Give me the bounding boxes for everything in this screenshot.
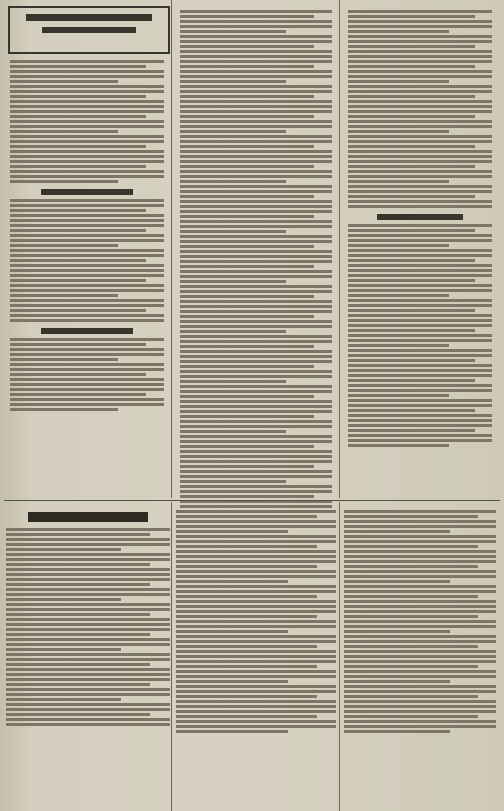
notice-heading: [42, 27, 137, 33]
article-text: [6, 56, 168, 415]
lower-section: [0, 502, 504, 811]
column-3: [344, 6, 496, 451]
story-heading: [28, 512, 148, 522]
section-heading: [41, 328, 133, 334]
column-2: [176, 6, 336, 512]
section-divider: [4, 500, 500, 501]
serial-story-continued: [176, 508, 336, 735]
article-text: [344, 6, 496, 451]
column-1: [6, 56, 168, 415]
column-divider: [171, 502, 172, 811]
column-divider: [339, 502, 340, 811]
article-text: [176, 6, 336, 512]
column-divider: [339, 0, 340, 498]
serial-story-continued: [344, 508, 496, 735]
column-divider: [171, 0, 172, 498]
notice-heading: [26, 14, 152, 21]
serial-story: [6, 508, 170, 728]
section-heading: [377, 214, 463, 220]
section-heading: [41, 189, 133, 195]
boxed-notice: [8, 6, 170, 54]
